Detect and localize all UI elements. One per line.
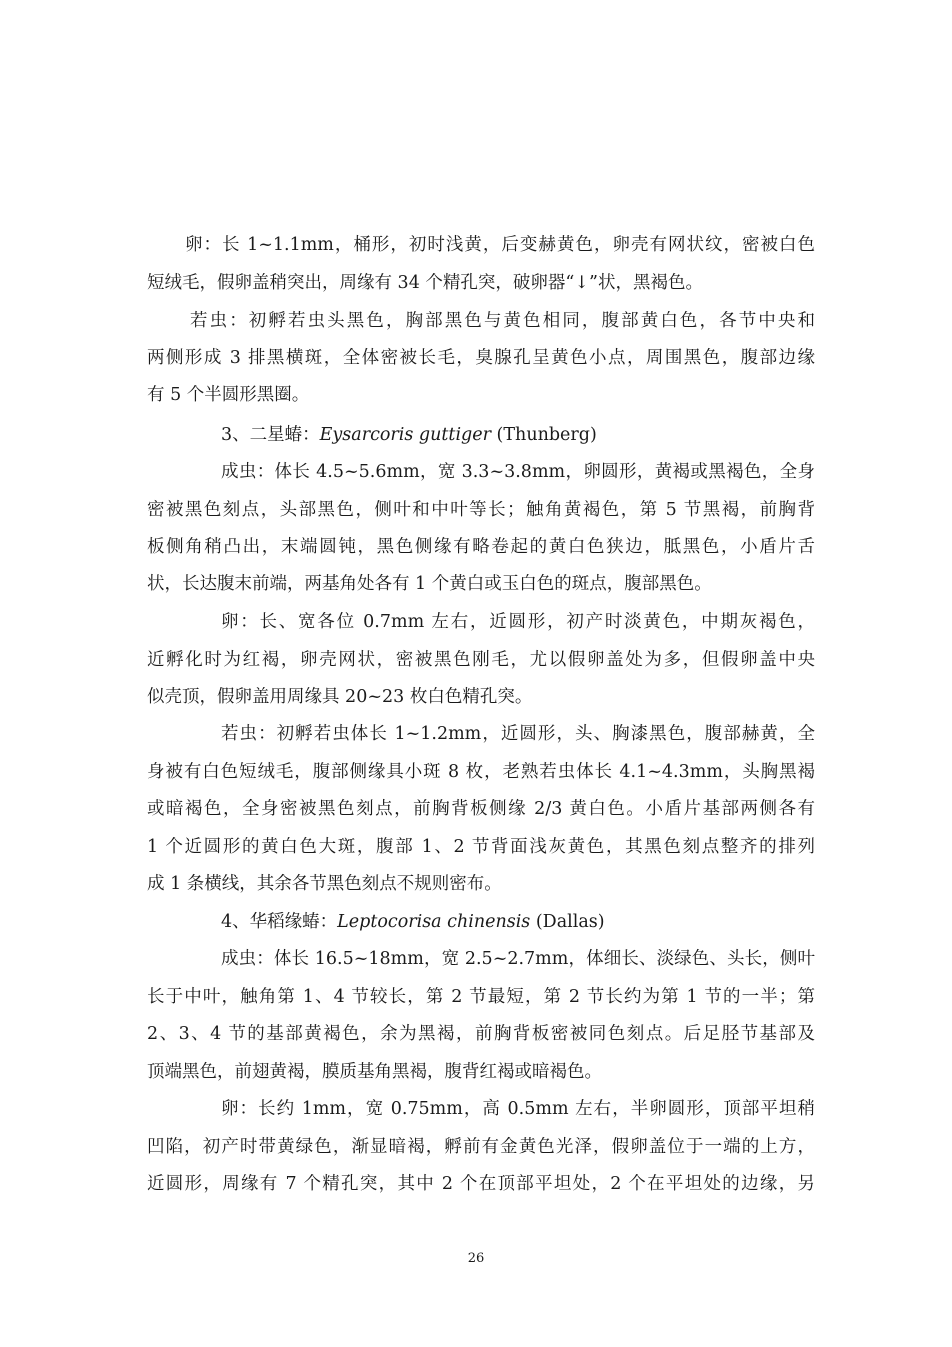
nymph-paragraph-line: 身被有白色短绒毛，腹部侧缘具小斑 8 枚，老熟若虫体长 4.1~4.3mm，头胸黑褐 — [147, 762, 815, 782]
page-number: 26 — [467, 1251, 485, 1266]
egg-paragraph-line: 凹陷，初产时带黄绿色，渐显暗褐，孵前有金黄色光泽，假卵盖位于一端的上方， — [147, 1137, 815, 1157]
species-heading — [221, 424, 815, 446]
adult-paragraph-line: 顶端黑色，前翅黄褐，膜质基角黑褐，腹背红褐或暗褐色。 — [147, 1062, 602, 1082]
egg-paragraph-line: 似壳顶，假卵盖用周缘具 20~23 枚白色精孔突。 — [147, 687, 533, 707]
adult-paragraph-line: 状，长达腹末前端，两基角处各有 1 个黄白或玉白色的斑点，腹部黑色。 — [147, 574, 712, 594]
species-scientific-name: Leptocorisa chinensis — [337, 912, 531, 932]
egg-paragraph-line: 近孵化时为红褐，卵壳网状，密被黑色刚毛，尤以假卵盖处为多，但假卵盖中央 — [147, 650, 815, 670]
adult-paragraph-line: 长于中叶，触角第 1、4 节较长，第 2 节最短，第 2 节长约为第 1 节的一半；第 — [147, 987, 815, 1007]
nymph-paragraph-line: 1 个近圆形的黄白色大斑，腹部 1、2 节背面浅灰黄色，其黑色刻点整齐的排列 — [147, 837, 815, 857]
nymph-paragraph-line: 或暗褐色，全身密被黑色刻点，前胸背板侧缘 2/3 黄白色。小盾片基部两侧各有 — [147, 799, 815, 819]
adult-paragraph-line: 板侧角稍凸出，末端圆钝，黑色侧缘有略卷起的黄白色狭边，胝黑色，小盾片舌 — [147, 537, 815, 557]
adult-paragraph-line: 成虫：体长 4.5~5.6mm，宽 3.3~3.8mm，卵圆形，黄褐或黑褐色，全身 — [221, 462, 815, 482]
adult-paragraph-line: 密被黑色刻点，头部黑色，侧叶和中叶等长；触角黄褐色，第 5 节黑褐，前胸背 — [147, 500, 815, 520]
adult-paragraph-line: 成虫：体长 16.5~18mm，宽 2.5~2.7mm，体细长、淡绿色、头长，侧叶 — [221, 949, 815, 969]
species-heading-number-name: 3、二星蝽： — [221, 425, 320, 445]
egg-paragraph-line: 卵：长、宽各位 0.7mm 左右，近圆形，初产时淡黄色，中期灰褐色， — [221, 612, 815, 632]
species-scientific-name: Eysarcoris guttiger — [319, 425, 491, 445]
species-author: (Thunberg) — [490, 425, 597, 445]
nymph-paragraph-line: 成 1 条横线，其余各节黑色刻点不规则密布。 — [147, 874, 502, 894]
egg-paragraph-line: 卵：长约 1mm，宽 0.75mm，高 0.5mm 左右，半卵圆形，顶部平坦稍 — [221, 1099, 815, 1119]
nymph-paragraph-line: 有 5 个半圆形黑圈。 — [147, 385, 310, 405]
egg-paragraph-line: 近圆形，周缘有 7 个精孔突，其中 2 个在顶部平坦处，2 个在平坦处的边缘，另 — [147, 1174, 815, 1194]
species-author: (Dallas) — [530, 912, 605, 932]
egg-paragraph-line: 短绒毛，假卵盖稍突出，周缘有 34 个精孔突，破卵器“↓”状，黑褐色。 — [147, 273, 703, 293]
species-heading-number-name: 4、华稻缘蝽： — [221, 912, 338, 932]
nymph-paragraph-line: 若虫：初孵若虫体长 1~1.2mm，近圆形，头、胸漆黑色，腹部赫黄，全 — [221, 724, 815, 744]
egg-paragraph-line: 卵：长 1~1.1mm，桶形，初时浅黄，后变赫黄色，卵壳有网状纹，密被白色 — [185, 235, 815, 255]
species-heading — [221, 911, 815, 933]
nymph-paragraph-line: 若虫：初孵若虫头黑色，胸部黑色与黄色相同，腹部黄白色，各节中央和 — [190, 311, 815, 331]
nymph-paragraph-line: 两侧形成 3 排黑横斑，全体密被长毛，臭腺孔呈黄色小点，周围黑色，腹部边缘 — [147, 348, 815, 368]
adult-paragraph-line: 2、3、4 节的基部黄褐色，余为黑褐，前胸背板密被同色刻点。后足胫节基部及 — [147, 1024, 815, 1044]
